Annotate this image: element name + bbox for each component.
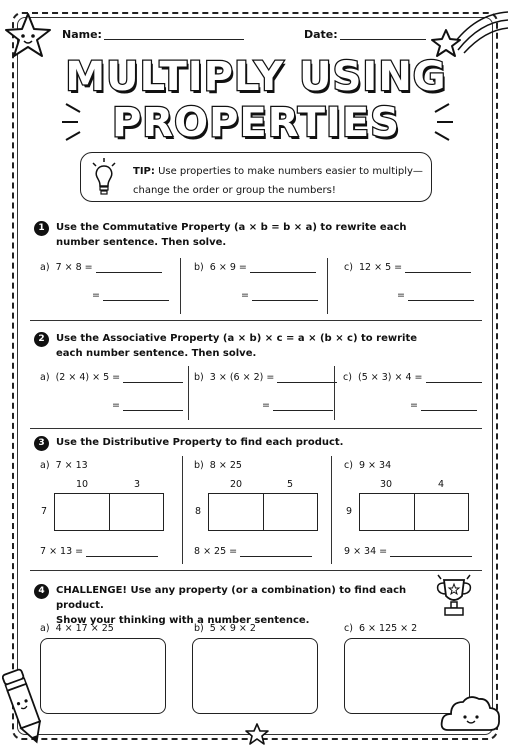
- problem-3a: [40, 460, 88, 471]
- answer-line[interactable]: [421, 400, 477, 411]
- equals-sign: =: [241, 290, 249, 301]
- area-divider: [414, 494, 415, 530]
- problem-3c: [344, 460, 391, 471]
- equals-sign: =: [92, 290, 100, 301]
- tip-box: [80, 152, 432, 202]
- problem-3b-result: [194, 546, 312, 557]
- divider: [182, 456, 183, 564]
- problem-expression: 6 × 9 =: [209, 262, 247, 273]
- problem-expression: 8 × 25: [209, 460, 242, 471]
- section-4-number: 4: [34, 584, 49, 599]
- answer-line[interactable]: [273, 400, 333, 411]
- problem-letter: b): [194, 623, 204, 634]
- problem-letter: a): [40, 262, 50, 273]
- problem-letter: b): [194, 460, 204, 471]
- answer-line[interactable]: [252, 290, 318, 301]
- sparkle-right-icon: [425, 96, 455, 146]
- date-field[interactable]: [340, 39, 426, 40]
- section-separator: [30, 428, 482, 429]
- area-model: [359, 493, 469, 531]
- problem-3c-result: [344, 546, 472, 557]
- problem-letter: b): [194, 372, 204, 383]
- work-box[interactable]: [40, 638, 166, 714]
- section-2-number: 2: [34, 332, 49, 347]
- section-1-instruction: [56, 220, 476, 250]
- problem-letter: c): [343, 372, 352, 383]
- problem-2c-rewrite: [410, 400, 477, 411]
- problem-letter: c): [344, 262, 353, 273]
- name-field[interactable]: [104, 39, 244, 40]
- area-top-label: 4: [438, 479, 445, 490]
- problem-expression: 5 × 9 × 2: [209, 623, 256, 634]
- tip-text: [133, 162, 423, 200]
- problem-2b: [194, 372, 337, 383]
- tip-text-line-1: Use properties to make numbers easier to multiply—: [158, 166, 423, 177]
- problem-2c: [343, 372, 482, 383]
- problem-expression: 9 × 34: [358, 460, 392, 471]
- problem-expression: 12 × 5 =: [358, 262, 403, 273]
- equals-sign: =: [410, 400, 418, 411]
- area-side-label: 8: [195, 506, 202, 517]
- cloud-mascot-icon: [438, 690, 504, 738]
- pencil-mascot-icon: [2, 664, 46, 750]
- problem-expression: 7 × 13: [55, 460, 88, 471]
- answer-line[interactable]: [96, 262, 162, 273]
- divider: [331, 456, 332, 564]
- section-1-instruction-line-1: Use the Commutative Property (a × b = b × a) to rewrite each: [56, 222, 407, 233]
- lightbulb-icon: [89, 157, 119, 197]
- answer-line[interactable]: [277, 372, 337, 383]
- problem-3b: [194, 460, 242, 471]
- area-top-label: 30: [380, 479, 393, 490]
- area-top-label: 5: [287, 479, 294, 490]
- title-line-2: PROPERTIES: [111, 100, 401, 146]
- problem-1a-rewrite: [92, 290, 169, 301]
- section-2-instruction-line-2: each number sentence. Then solve.: [56, 348, 257, 359]
- area-top-label: 10: [76, 479, 89, 490]
- section-separator: [30, 570, 482, 571]
- section-2-instruction: [56, 331, 486, 361]
- problem-1c-rewrite: [397, 290, 474, 301]
- tip-text-line-2: change the order or group the numbers!: [133, 185, 336, 196]
- answer-line[interactable]: [405, 262, 471, 273]
- section-1-instruction-line-2: number sentence. Then solve.: [56, 237, 227, 248]
- section-4-instruction: [56, 583, 428, 628]
- divider: [327, 258, 328, 314]
- date-label: Date:: [304, 28, 338, 41]
- section-separator: [30, 320, 482, 321]
- problem-expression: 6 × 125 × 2: [358, 623, 418, 634]
- problem-letter: a): [40, 623, 50, 634]
- problem-2a-rewrite: [112, 400, 183, 411]
- problem-expression: (2 × 4) × 5 =: [55, 372, 121, 383]
- result-expression: 7 × 13 =: [40, 546, 84, 557]
- divider: [180, 258, 181, 314]
- problem-letter: b): [194, 262, 204, 273]
- section-4-instruction-line-2: Show your thinking with a number sentence.: [56, 615, 310, 626]
- answer-line[interactable]: [390, 546, 472, 557]
- problem-4b: [194, 623, 256, 634]
- problem-4a: [40, 623, 114, 634]
- problem-1a: [40, 262, 162, 273]
- area-divider: [109, 494, 110, 530]
- area-side-label: 7: [41, 506, 48, 517]
- area-top-label: 20: [230, 479, 243, 490]
- answer-line[interactable]: [86, 546, 158, 557]
- problem-expression: 4 × 17 × 25: [55, 623, 114, 634]
- divider: [188, 366, 189, 420]
- problem-letter: c): [344, 623, 353, 634]
- result-expression: 8 × 25 =: [194, 546, 238, 557]
- answer-line[interactable]: [426, 372, 482, 383]
- answer-line[interactable]: [408, 290, 474, 301]
- section-4-instruction-line-1: CHALLENGE! Use any property (or a combination) to find each product.: [56, 585, 407, 611]
- area-model: [54, 493, 164, 531]
- problem-letter: a): [40, 372, 50, 383]
- area-side-label: 9: [346, 506, 353, 517]
- problem-1b-rewrite: [241, 290, 318, 301]
- problem-expression: (5 × 3) × 4 =: [357, 372, 423, 383]
- area-top-label: 3: [134, 479, 141, 490]
- problem-1b: [194, 262, 316, 273]
- problem-4c: [344, 623, 417, 634]
- title-line-1: MULTIPLY USING: [65, 54, 447, 100]
- page-title: [0, 54, 512, 100]
- equals-sign: =: [397, 290, 405, 301]
- area-divider: [263, 494, 264, 530]
- problem-letter: c): [344, 460, 353, 471]
- section-2-instruction-line-1: Use the Associative Property (a × b) × c = a × (b × c) to rewrite: [56, 333, 418, 344]
- tip-label: TIP:: [133, 166, 155, 177]
- problem-expression: 3 × (6 × 2) =: [209, 372, 275, 383]
- answer-line[interactable]: [250, 262, 316, 273]
- problem-expression: 7 × 8 =: [55, 262, 93, 273]
- problem-1c: [344, 262, 471, 273]
- answer-line[interactable]: [240, 546, 312, 557]
- work-box[interactable]: [192, 638, 318, 714]
- equals-sign: =: [112, 400, 120, 411]
- section-3-number: 3: [34, 436, 49, 451]
- answer-line[interactable]: [123, 400, 183, 411]
- section-1-number: 1: [34, 221, 49, 236]
- area-model: [208, 493, 318, 531]
- problem-letter: a): [40, 460, 50, 471]
- small-star-icon: [244, 722, 270, 746]
- answer-line[interactable]: [123, 372, 183, 383]
- trophy-icon: [432, 572, 476, 620]
- problem-2b-rewrite: [262, 400, 333, 411]
- result-expression: 9 × 34 =: [344, 546, 388, 557]
- sparkle-left-icon: [60, 96, 90, 146]
- equals-sign: =: [262, 400, 270, 411]
- shooting-star-icon: [430, 6, 510, 58]
- answer-line[interactable]: [103, 290, 169, 301]
- name-label: Name:: [62, 28, 102, 41]
- problem-3a-result: [40, 546, 158, 557]
- problem-2a: [40, 372, 183, 383]
- section-3-instruction: Use the Distributive Property to find each product.: [56, 437, 344, 448]
